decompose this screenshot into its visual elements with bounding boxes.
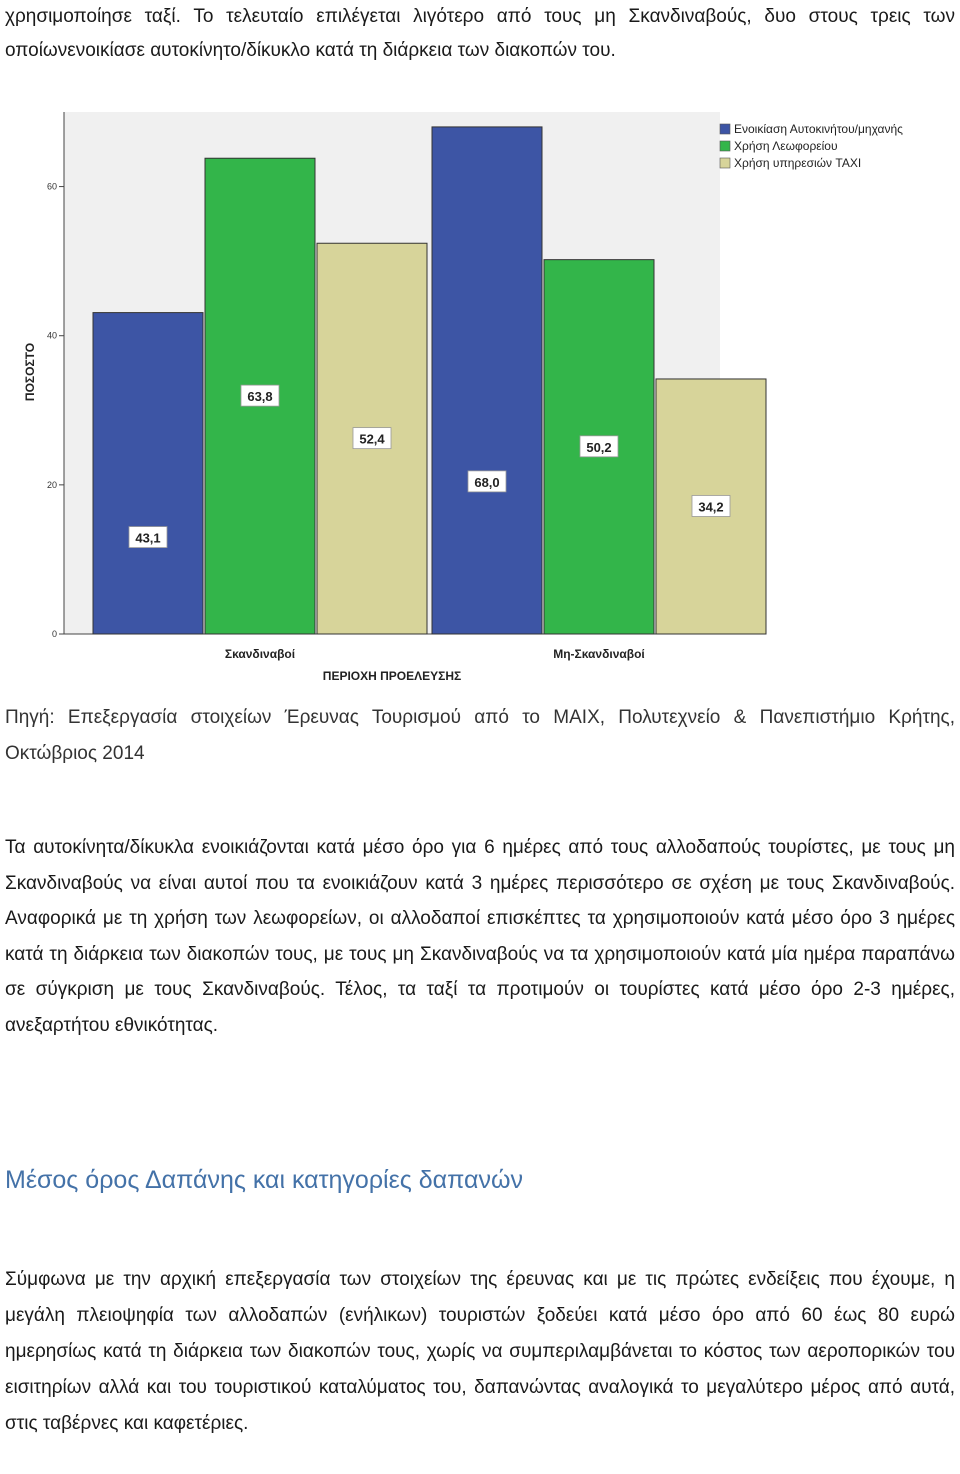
legend-swatch [720, 158, 730, 168]
data-label: 34,2 [698, 499, 724, 515]
legend-label: Χρήση Λεωφορείου [734, 139, 838, 153]
bar-chart [14, 112, 934, 692]
source-caption: Πηγή: Επεξεργασία στοιχείων Έρευνας Τουρισμού από το ΜΑΙΧ, Πολυτεχνείο & Πανεπιστήμιο Κρήτης, Οκτώβριος 2014 [5, 707, 955, 764]
data-label: 68,0 [474, 474, 500, 490]
body-paragraph-1: Τα αυτοκίνητα/δίκυκλα ενοικιάζονται κατά μέσο όρο για 6 ημέρες από τους αλλοδαπούς τουρίστες, με τους μη Σκανδιναβούς να είναι αυτοί που τα ενοικιάζουν κατά 3 ημέρες περισσότερο σε σχέση με τους Σκανδιναβούς. Αναφορικά με τη χρήση των λεωφορείων, οι αλλοδαποί επισκέπτες τα χρησιμοποιούν κατά μέσο όρο 3 ημέρες κατά τη διάρκεια των διακοπών τους, με τους μη Σκανδιναβούς να τα χρησιμοποιούν κατά μία ημέρα παραπάνω σε σύγκριση με τους Σκανδιναβούς. Τέλος, τα ταξί τα προτιμούν οι τουρίστες κατά μέσο όρο 2-3 ημέρες, ανεξαρτήτου εθνικότητας. [5, 837, 955, 1036]
y-tick-label: 20 [46, 479, 57, 490]
y-tick-label: 0 [51, 629, 57, 639]
section-heading: Μέσος όρος Δαπάνης και κατηγορίες δαπανών [5, 1166, 523, 1194]
bar-1-0 [432, 127, 542, 634]
chart-figure [14, 112, 934, 692]
y-tick-label: 60 [46, 181, 57, 192]
intro-paragraph: χρησιμοποίησε ταξί. Το τελευταίο επιλέγεται λιγότερο από τους μη Σκανδιναβούς, δυο στους τρεις των οποίωνενοικίασε αυτοκίνητο/δίκυκλο κατά τη διάρκεια των διακοπών του. [5, 6, 955, 61]
legend-swatch [720, 141, 730, 151]
bar-0-0 [93, 313, 203, 634]
legend-label: Ενοικίαση Αυτοκινήτου/μηχανής [734, 122, 903, 136]
y-axis-title: ΠΟΣΟΣΤΟ [23, 342, 37, 402]
category-label: Μη-Σκανδιναβοί [553, 647, 645, 661]
data-label: 63,8 [247, 389, 273, 405]
legend-swatch [720, 124, 730, 134]
data-label: 52,4 [359, 431, 385, 447]
body-paragraph-2: Σύμφωνα με την αρχική επεξεργασία των στοιχείων της έρευνας και με τις πρώτες ενδείξεις που έχουμε, η μεγάλη πλειοψηφία των αλλοδαπών (ενήλικων) τουριστών ξοδεύει κατά μέσο όρο από 60 έως 80 ευρώ ημερησίως κατά τη διάρκεια των διακοπών τους, χωρίς να συμπεριλαμβάνεται το κόστος των αεροπορικών του εισιτηρίων αλλά και του τουριστικού καταλύματος του, δαπανώντας αναλογικά το μεγαλύτερο μέρος από αυτά, στις ταβέρνες και καφετέριες. [5, 1269, 955, 1434]
legend-label: Χρήση υπηρεσιών TAXI [734, 156, 862, 170]
category-label: Σκανδιναβοί [224, 647, 296, 661]
data-label: 43,1 [135, 530, 161, 546]
y-tick-label: 40 [46, 330, 57, 341]
data-label: 50,2 [586, 439, 612, 455]
x-axis-title: ΠΕΡΙΟΧΗ ΠΡΟΕΛΕΥΣΗΣ [322, 669, 462, 683]
